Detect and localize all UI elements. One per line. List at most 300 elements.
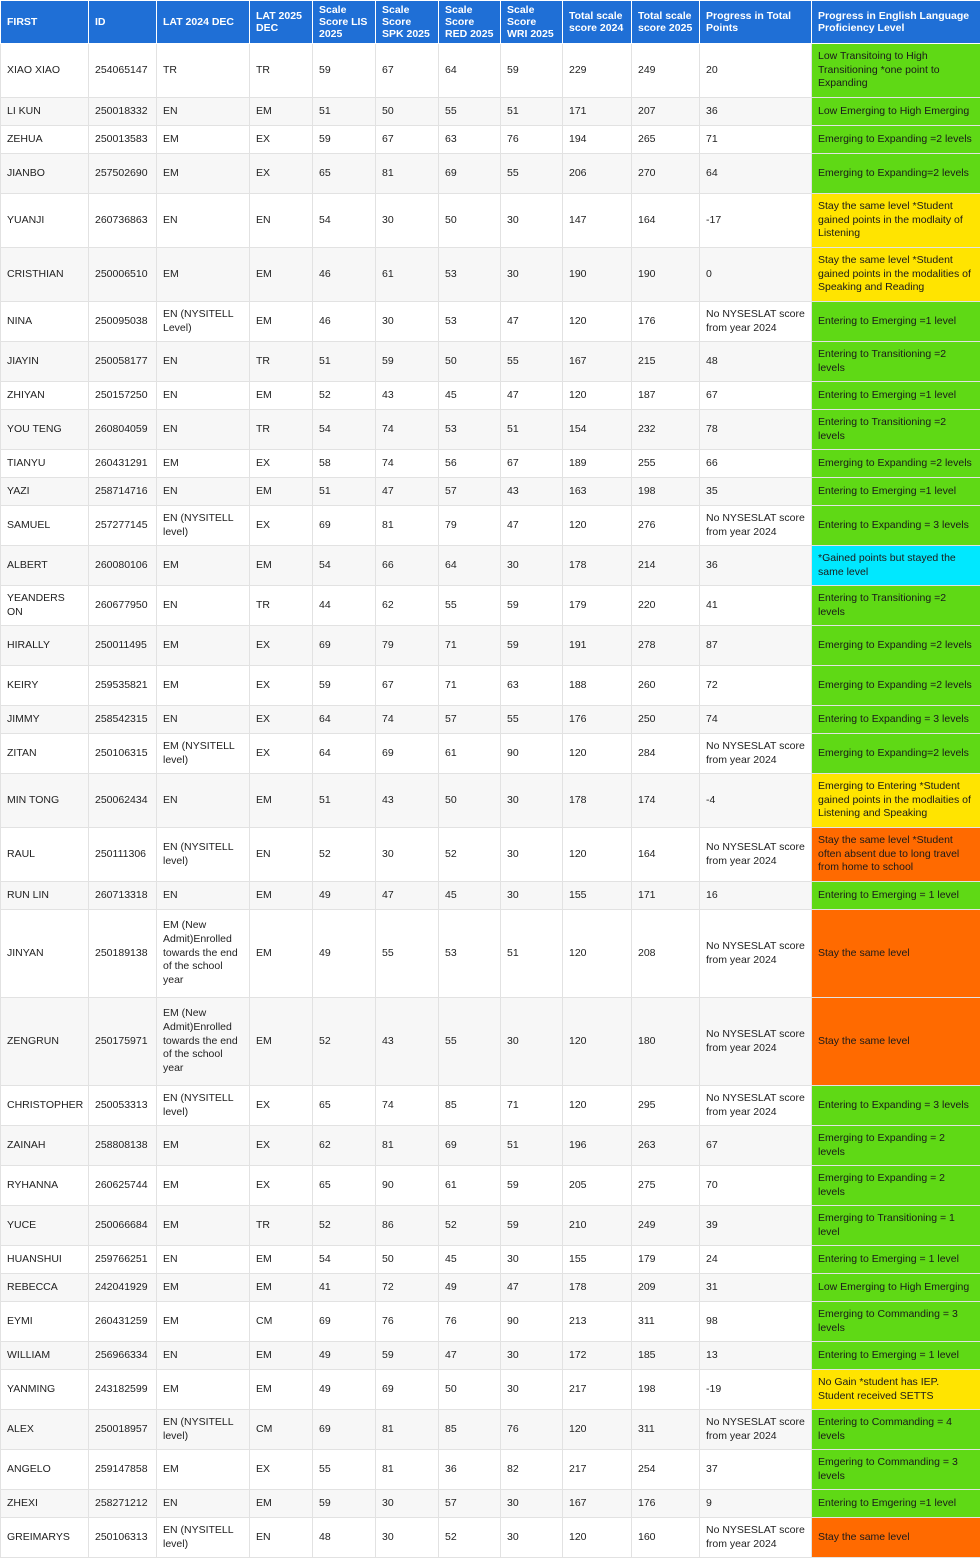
cell-progress-level: Emerging to Expanding = 2 levels: [812, 1126, 980, 1166]
cell-progress-level: Entering to Emerging =1 level: [812, 382, 980, 410]
cell-wri: 67: [501, 450, 563, 478]
cell-wri: 30: [501, 1518, 563, 1558]
table-row: [1, 666, 980, 706]
cell-id: 250018957: [89, 1410, 157, 1450]
cell-total-2025: 176: [632, 302, 700, 342]
cell-id: 250006510: [89, 248, 157, 302]
cell-lat-2025: EX: [250, 1450, 313, 1490]
cell-total-2024: 155: [563, 1246, 632, 1274]
table-row: [1, 1342, 980, 1370]
cell-lat-2025: EX: [250, 626, 313, 666]
cell-total-2024: 217: [563, 1370, 632, 1410]
cell-progress-points: 78: [700, 410, 812, 450]
cell-total-2024: 163: [563, 478, 632, 506]
cell-wri: 30: [501, 1246, 563, 1274]
table-row: [1, 706, 980, 734]
cell-first: KEIRY: [1, 666, 89, 706]
cell-spk: 79: [376, 626, 439, 666]
cell-lis: 69: [313, 1410, 376, 1450]
cell-spk: 69: [376, 1370, 439, 1410]
cell-spk: 47: [376, 882, 439, 910]
cell-wri: 30: [501, 1342, 563, 1370]
table-row: [1, 1518, 980, 1558]
header-id: ID: [89, 1, 157, 44]
header-spk: Scale Score SPK 2025: [376, 1, 439, 44]
cell-total-2025: 208: [632, 910, 700, 998]
cell-spk: 30: [376, 1518, 439, 1558]
cell-lis: 69: [313, 506, 376, 546]
cell-lis: 51: [313, 342, 376, 382]
cell-progress-points: 13: [700, 1342, 812, 1370]
cell-progress-level: Stay the same level: [812, 998, 980, 1086]
cell-total-2024: 188: [563, 666, 632, 706]
cell-id: 258808138: [89, 1126, 157, 1166]
cell-spk: 81: [376, 154, 439, 194]
cell-total-2024: 120: [563, 1086, 632, 1126]
cell-lat-2025: EM: [250, 382, 313, 410]
cell-lis: 51: [313, 98, 376, 126]
cell-total-2025: 284: [632, 734, 700, 774]
cell-progress-level: Entering to Transitioning =2 levels: [812, 410, 980, 450]
cell-red: 64: [439, 44, 501, 98]
cell-progress-points: No NYSESLAT score from year 2024: [700, 1086, 812, 1126]
cell-progress-points: 87: [700, 626, 812, 666]
cell-id: 243182599: [89, 1370, 157, 1410]
cell-red: 57: [439, 1490, 501, 1518]
cell-lis: 49: [313, 882, 376, 910]
cell-id: 260080106: [89, 546, 157, 586]
cell-total-2024: 206: [563, 154, 632, 194]
table-row: [1, 1370, 980, 1410]
cell-total-2024: 147: [563, 194, 632, 248]
cell-id: 250111306: [89, 828, 157, 882]
cell-lat-2025: CM: [250, 1302, 313, 1342]
table-row: [1, 410, 980, 450]
table-row: [1, 1206, 980, 1246]
cell-wri: 30: [501, 248, 563, 302]
cell-lis: 52: [313, 382, 376, 410]
cell-lis: 65: [313, 1166, 376, 1206]
cell-lat-2024: EM: [157, 154, 250, 194]
cell-first: ZITAN: [1, 734, 89, 774]
cell-total-2024: 217: [563, 1450, 632, 1490]
cell-lat-2025: EM: [250, 478, 313, 506]
cell-total-2025: 180: [632, 998, 700, 1086]
header-row: [1, 1, 980, 44]
cell-id: 260713318: [89, 882, 157, 910]
cell-total-2024: 120: [563, 302, 632, 342]
cell-total-2025: 174: [632, 774, 700, 828]
cell-total-2024: 178: [563, 774, 632, 828]
cell-total-2024: 120: [563, 828, 632, 882]
cell-progress-points: 70: [700, 1166, 812, 1206]
cell-progress-points: No NYSESLAT score from year 2024: [700, 828, 812, 882]
cell-lat-2024: EM: [157, 1302, 250, 1342]
cell-wri: 30: [501, 1490, 563, 1518]
cell-lat-2025: EX: [250, 1086, 313, 1126]
cell-total-2024: 120: [563, 382, 632, 410]
cell-lat-2024: EN: [157, 774, 250, 828]
cell-lis: 64: [313, 734, 376, 774]
cell-progress-points: -4: [700, 774, 812, 828]
header-lat-2025: LAT 2025 DEC: [250, 1, 313, 44]
cell-progress-points: 36: [700, 546, 812, 586]
cell-progress-points: 37: [700, 1450, 812, 1490]
cell-progress-level: Emerging to Expanding=2 levels: [812, 154, 980, 194]
cell-spk: 43: [376, 382, 439, 410]
cell-lat-2024: EM: [157, 1274, 250, 1302]
cell-progress-level: Stay the same level *Student gained points in the modalities of Speaking and Reading: [812, 248, 980, 302]
cell-progress-level: Stay the same level *Student gained points in the modlaity of Listening: [812, 194, 980, 248]
cell-total-2024: 178: [563, 546, 632, 586]
cell-total-2025: 215: [632, 342, 700, 382]
cell-progress-level: Stay the same level: [812, 1518, 980, 1558]
cell-first: WILLIAM: [1, 1342, 89, 1370]
cell-wri: 59: [501, 1206, 563, 1246]
cell-lis: 41: [313, 1274, 376, 1302]
cell-progress-level: Emgering to Commanding = 3 levels: [812, 1450, 980, 1490]
cell-wri: 59: [501, 44, 563, 98]
cell-wri: 51: [501, 410, 563, 450]
cell-progress-points: 35: [700, 478, 812, 506]
cell-lis: 59: [313, 126, 376, 154]
cell-progress-level: Entering to Emerging = 1 level: [812, 1342, 980, 1370]
cell-progress-level: Low Emerging to High Emerging: [812, 1274, 980, 1302]
cell-id: 258714716: [89, 478, 157, 506]
cell-spk: 30: [376, 1490, 439, 1518]
cell-lis: 65: [313, 1086, 376, 1126]
table-row: [1, 382, 980, 410]
cell-progress-points: No NYSESLAT score from year 2024: [700, 1518, 812, 1558]
cell-first: JIMMY: [1, 706, 89, 734]
cell-spk: 74: [376, 1086, 439, 1126]
cell-red: 64: [439, 546, 501, 586]
cell-lat-2024: EM: [157, 126, 250, 154]
cell-progress-level: Entering to Emerging =1 level: [812, 478, 980, 506]
cell-id: 250095038: [89, 302, 157, 342]
cell-lat-2025: EX: [250, 666, 313, 706]
cell-total-2025: 190: [632, 248, 700, 302]
cell-first: RUN LIN: [1, 882, 89, 910]
header-progress-level: Progress in English Language Proficiency Level: [812, 1, 980, 44]
table-row: [1, 302, 980, 342]
cell-total-2025: 255: [632, 450, 700, 478]
cell-lis: 55: [313, 1450, 376, 1490]
header-first: FIRST: [1, 1, 89, 44]
cell-lat-2025: EM: [250, 1274, 313, 1302]
table-row: [1, 546, 980, 586]
cell-total-2025: 198: [632, 1370, 700, 1410]
cell-red: 71: [439, 626, 501, 666]
cell-id: 250058177: [89, 342, 157, 382]
table-row: [1, 1166, 980, 1206]
table-row: [1, 910, 980, 998]
table-row: [1, 98, 980, 126]
cell-progress-level: Entering to Emerging = 1 level: [812, 882, 980, 910]
cell-total-2024: 154: [563, 410, 632, 450]
cell-id: 250053313: [89, 1086, 157, 1126]
table-row: [1, 626, 980, 666]
cell-red: 55: [439, 586, 501, 626]
table-row: [1, 450, 980, 478]
cell-wri: 51: [501, 1126, 563, 1166]
cell-first: REBECCA: [1, 1274, 89, 1302]
cell-lat-2024: EM: [157, 546, 250, 586]
cell-lis: 64: [313, 706, 376, 734]
header-wri: Scale Score WRI 2025: [501, 1, 563, 44]
cell-first: SAMUEL: [1, 506, 89, 546]
cell-lat-2024: EN: [157, 586, 250, 626]
cell-total-2025: 250: [632, 706, 700, 734]
cell-red: 63: [439, 126, 501, 154]
cell-total-2024: 205: [563, 1166, 632, 1206]
cell-progress-level: Emerging to Expanding =2 levels: [812, 450, 980, 478]
cell-red: 45: [439, 1246, 501, 1274]
cell-total-2024: 155: [563, 882, 632, 910]
cell-first: RAUL: [1, 828, 89, 882]
cell-lat-2025: EX: [250, 506, 313, 546]
table-row: [1, 154, 980, 194]
cell-lat-2025: EX: [250, 450, 313, 478]
cell-first: EYMI: [1, 1302, 89, 1342]
cell-spk: 67: [376, 44, 439, 98]
cell-total-2025: 254: [632, 1450, 700, 1490]
cell-lat-2024: TR: [157, 44, 250, 98]
cell-progress-points: 20: [700, 44, 812, 98]
cell-spk: 90: [376, 1166, 439, 1206]
cell-spk: 81: [376, 1450, 439, 1490]
cell-lat-2024: EN (NYSITELL level): [157, 506, 250, 546]
cell-first: TIANYU: [1, 450, 89, 478]
cell-lat-2025: EX: [250, 126, 313, 154]
cell-lat-2024: EM: [157, 666, 250, 706]
table-row: [1, 1086, 980, 1126]
cell-lis: 59: [313, 44, 376, 98]
cell-id: 260625744: [89, 1166, 157, 1206]
cell-spk: 55: [376, 910, 439, 998]
cell-lat-2024: EN: [157, 1246, 250, 1274]
cell-progress-level: Entering to Transitioning =2 levels: [812, 342, 980, 382]
cell-lat-2025: EM: [250, 1370, 313, 1410]
cell-red: 76: [439, 1302, 501, 1342]
table-row: [1, 882, 980, 910]
cell-lat-2024: EN: [157, 382, 250, 410]
cell-first: JIANBO: [1, 154, 89, 194]
cell-lis: 65: [313, 154, 376, 194]
cell-progress-level: Emerging to Expanding =2 levels: [812, 126, 980, 154]
cell-wri: 30: [501, 828, 563, 882]
cell-total-2024: 229: [563, 44, 632, 98]
cell-spk: 74: [376, 410, 439, 450]
cell-progress-level: Low Emerging to High Emerging: [812, 98, 980, 126]
cell-id: 259766251: [89, 1246, 157, 1274]
cell-spk: 67: [376, 126, 439, 154]
cell-progress-points: 39: [700, 1206, 812, 1246]
cell-total-2024: 171: [563, 98, 632, 126]
cell-total-2024: 210: [563, 1206, 632, 1246]
cell-progress-points: 71: [700, 126, 812, 154]
cell-wri: 47: [501, 506, 563, 546]
cell-progress-points: 74: [700, 706, 812, 734]
cell-id: 250157250: [89, 382, 157, 410]
cell-lis: 49: [313, 1370, 376, 1410]
cell-wri: 76: [501, 126, 563, 154]
cell-first: MIN TONG: [1, 774, 89, 828]
cell-spk: 43: [376, 774, 439, 828]
cell-total-2024: 189: [563, 450, 632, 478]
cell-lis: 52: [313, 828, 376, 882]
cell-lat-2025: CM: [250, 1410, 313, 1450]
cell-lat-2024: EM: [157, 1166, 250, 1206]
table-row: [1, 44, 980, 98]
cell-wri: 43: [501, 478, 563, 506]
cell-red: 57: [439, 706, 501, 734]
cell-lis: 58: [313, 450, 376, 478]
cell-lis: 46: [313, 302, 376, 342]
cell-total-2024: 190: [563, 248, 632, 302]
cell-red: 53: [439, 910, 501, 998]
cell-lat-2024: EM: [157, 1370, 250, 1410]
cell-lat-2024: EM: [157, 1206, 250, 1246]
cell-lat-2024: EM (NYSITELL level): [157, 734, 250, 774]
cell-lat-2024: EM (New Admit)Enrolled towards the end of the school year: [157, 910, 250, 998]
cell-lat-2024: EM (New Admit)Enrolled towards the end of the school year: [157, 998, 250, 1086]
table-row: [1, 126, 980, 154]
table-body: [1, 44, 980, 1558]
cell-id: 260736863: [89, 194, 157, 248]
cell-lis: 48: [313, 1518, 376, 1558]
cell-spk: 62: [376, 586, 439, 626]
cell-progress-points: 64: [700, 154, 812, 194]
cell-lis: 52: [313, 1206, 376, 1246]
cell-spk: 61: [376, 248, 439, 302]
cell-first: CHRISTOPHER: [1, 1086, 89, 1126]
cell-lat-2025: EN: [250, 194, 313, 248]
cell-wri: 59: [501, 586, 563, 626]
cell-lat-2025: TR: [250, 586, 313, 626]
cell-spk: 66: [376, 546, 439, 586]
cell-wri: 55: [501, 342, 563, 382]
cell-lat-2024: EN: [157, 706, 250, 734]
cell-id: 258271212: [89, 1490, 157, 1518]
cell-spk: 74: [376, 450, 439, 478]
cell-total-2025: 270: [632, 154, 700, 194]
table-row: [1, 478, 980, 506]
cell-red: 55: [439, 98, 501, 126]
table-row: [1, 194, 980, 248]
cell-total-2025: 171: [632, 882, 700, 910]
cell-wri: 82: [501, 1450, 563, 1490]
cell-red: 50: [439, 774, 501, 828]
cell-id: 260431259: [89, 1302, 157, 1342]
cell-progress-points: 16: [700, 882, 812, 910]
cell-id: 254065147: [89, 44, 157, 98]
cell-id: 260804059: [89, 410, 157, 450]
cell-total-2025: 176: [632, 1490, 700, 1518]
cell-spk: 30: [376, 302, 439, 342]
cell-lat-2024: EN: [157, 1490, 250, 1518]
cell-total-2024: 178: [563, 1274, 632, 1302]
table-row: [1, 998, 980, 1086]
cell-id: 250189138: [89, 910, 157, 998]
cell-lis: 52: [313, 998, 376, 1086]
table-row: [1, 1274, 980, 1302]
cell-progress-level: Emerging to Expanding =2 levels: [812, 626, 980, 666]
cell-lat-2025: EM: [250, 302, 313, 342]
table-row: [1, 1246, 980, 1274]
cell-id: 259535821: [89, 666, 157, 706]
cell-first: GREIMARYS: [1, 1518, 89, 1558]
header-red: Scale Score RED 2025: [439, 1, 501, 44]
cell-total-2025: 295: [632, 1086, 700, 1126]
cell-red: 47: [439, 1342, 501, 1370]
cell-lat-2025: EM: [250, 998, 313, 1086]
cell-spk: 59: [376, 342, 439, 382]
cell-red: 57: [439, 478, 501, 506]
cell-lat-2024: EM: [157, 450, 250, 478]
cell-progress-level: Emerging to Expanding =2 levels: [812, 666, 980, 706]
cell-red: 36: [439, 1450, 501, 1490]
cell-spk: 30: [376, 194, 439, 248]
cell-lat-2024: EM: [157, 248, 250, 302]
cell-total-2025: 275: [632, 1166, 700, 1206]
cell-first: ALBERT: [1, 546, 89, 586]
cell-progress-level: Entering to Emgering =1 level: [812, 1490, 980, 1518]
cell-total-2025: 311: [632, 1302, 700, 1342]
cell-red: 50: [439, 194, 501, 248]
cell-first: HIRALLY: [1, 626, 89, 666]
cell-progress-points: -17: [700, 194, 812, 248]
cell-progress-level: Emerging to Commanding = 3 levels: [812, 1302, 980, 1342]
cell-progress-points: 41: [700, 586, 812, 626]
table-row: [1, 828, 980, 882]
table-row: [1, 1410, 980, 1450]
cell-id: 256966334: [89, 1342, 157, 1370]
cell-spk: 72: [376, 1274, 439, 1302]
table-row: [1, 248, 980, 302]
cell-total-2025: 209: [632, 1274, 700, 1302]
cell-total-2024: 196: [563, 1126, 632, 1166]
cell-lis: 62: [313, 1126, 376, 1166]
cell-red: 49: [439, 1274, 501, 1302]
cell-total-2025: 198: [632, 478, 700, 506]
cell-spk: 59: [376, 1342, 439, 1370]
cell-first: HUANSHUI: [1, 1246, 89, 1274]
cell-red: 45: [439, 382, 501, 410]
cell-progress-level: Emerging to Expanding=2 levels: [812, 734, 980, 774]
cell-first: JINYAN: [1, 910, 89, 998]
cell-wri: 30: [501, 546, 563, 586]
cell-total-2024: 120: [563, 1410, 632, 1450]
cell-total-2024: 167: [563, 342, 632, 382]
cell-lat-2024: EN (NYSITELL Level): [157, 302, 250, 342]
cell-lat-2024: EN: [157, 478, 250, 506]
cell-total-2024: 176: [563, 706, 632, 734]
cell-first: ALEX: [1, 1410, 89, 1450]
cell-progress-points: 36: [700, 98, 812, 126]
cell-lat-2024: EN: [157, 342, 250, 382]
cell-red: 50: [439, 342, 501, 382]
cell-progress-level: Entering to Commanding = 4 levels: [812, 1410, 980, 1450]
cell-lat-2025: TR: [250, 44, 313, 98]
cell-progress-level: Emerging to Expanding = 2 levels: [812, 1166, 980, 1206]
cell-progress-points: 98: [700, 1302, 812, 1342]
cell-wri: 63: [501, 666, 563, 706]
cell-progress-points: 9: [700, 1490, 812, 1518]
cell-wri: 59: [501, 1166, 563, 1206]
cell-id: 260677950: [89, 586, 157, 626]
cell-red: 69: [439, 154, 501, 194]
